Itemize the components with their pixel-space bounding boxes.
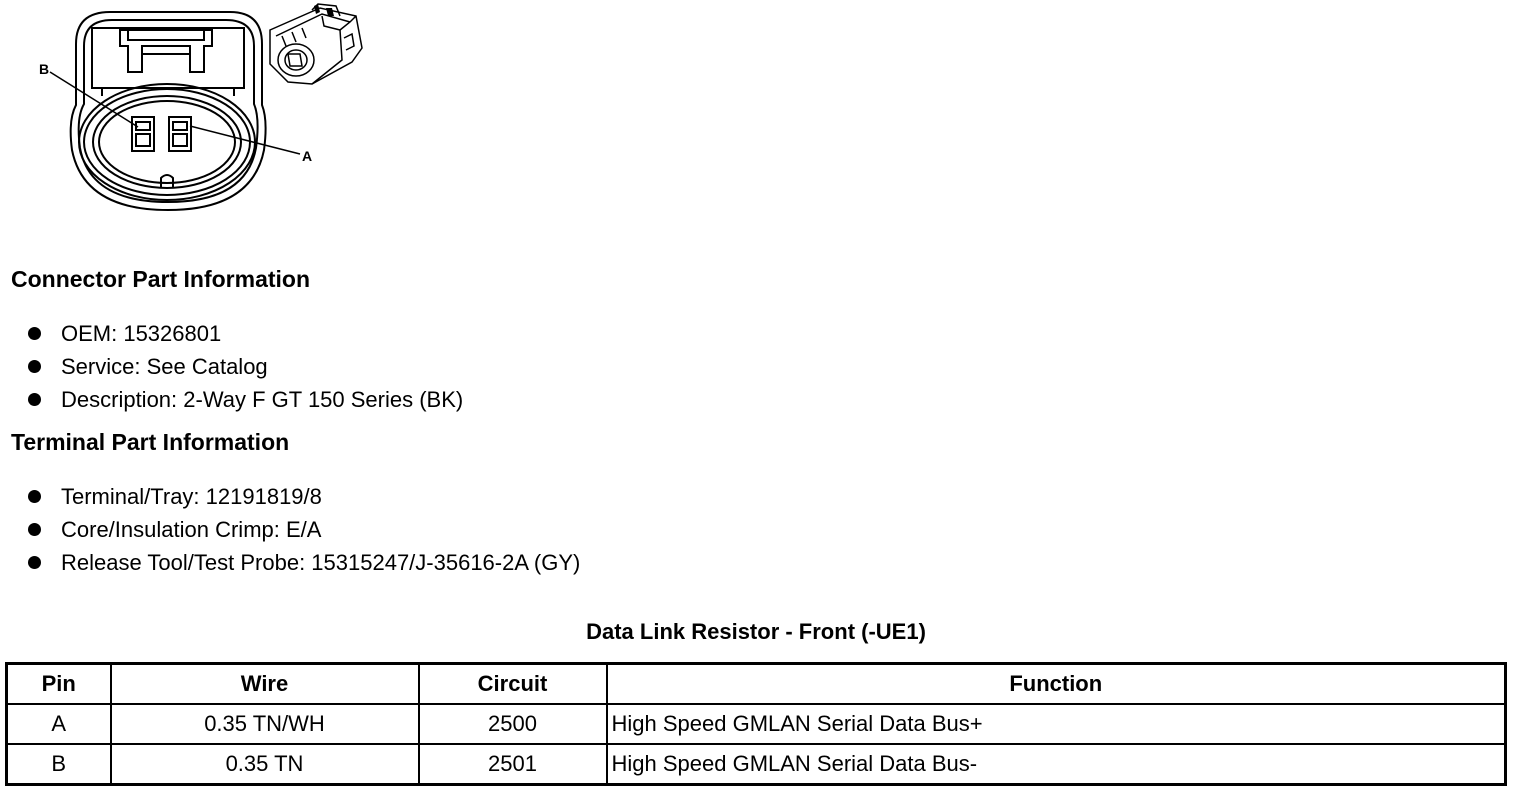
function-cell: High Speed GMLAN Serial Data Bus+ [607, 704, 1506, 744]
table-row [7, 744, 1506, 785]
table-row [7, 704, 1506, 744]
circuit-cell: 2500 [419, 704, 607, 744]
connector-diagram [30, 0, 380, 220]
bullet-icon [28, 556, 41, 569]
bullet-icon [28, 393, 41, 406]
list-item-text: Core/Insulation Crimp: E/A [61, 517, 322, 542]
list-item-text: Release Tool/Test Probe: 15315247/J-35616-2A (GY) [61, 550, 581, 575]
pin-b-label: B [39, 61, 50, 77]
pin-cell: B [7, 744, 111, 785]
pinout-table [5, 662, 1507, 786]
list-item-text: OEM: 15326801 [61, 321, 222, 346]
column-header-pin: Pin [7, 664, 111, 705]
list-item [28, 480, 580, 513]
list-item-text: Description: 2-Way F GT 150 Series (BK) [61, 387, 464, 412]
connector-iso-icon [270, 4, 362, 84]
connector-part-info-list [28, 317, 463, 416]
list-item [28, 383, 463, 416]
function-cell: High Speed GMLAN Serial Data Bus- [607, 744, 1506, 785]
list-item [28, 317, 463, 350]
table-title: Data Link Resistor - Front (-UE1) [586, 619, 926, 644]
list-item [28, 546, 580, 579]
connector-part-info-heading: Connector Part Information [11, 266, 311, 292]
pin-cell: A [7, 704, 111, 744]
terminal-part-info-list [28, 480, 580, 579]
bullet-icon [28, 523, 41, 536]
column-header-function: Function [607, 664, 1506, 705]
list-item-text: Service: See Catalog [61, 354, 268, 379]
pin-a-label: A [302, 148, 313, 164]
terminal-part-info-heading: Terminal Part Information [11, 429, 290, 455]
wire-cell: 0.35 TN [111, 744, 419, 785]
column-header-circuit: Circuit [419, 664, 607, 705]
list-item-text: Terminal/Tray: 12191819/8 [61, 484, 322, 509]
bullet-icon [28, 360, 41, 373]
circuit-cell: 2501 [419, 744, 607, 785]
list-item [28, 350, 463, 383]
wire-cell: 0.35 TN/WH [111, 704, 419, 744]
bullet-icon [28, 327, 41, 340]
table-header-row [7, 664, 1506, 705]
column-header-wire: Wire [111, 664, 419, 705]
list-item [28, 513, 580, 546]
bullet-icon [28, 490, 41, 503]
